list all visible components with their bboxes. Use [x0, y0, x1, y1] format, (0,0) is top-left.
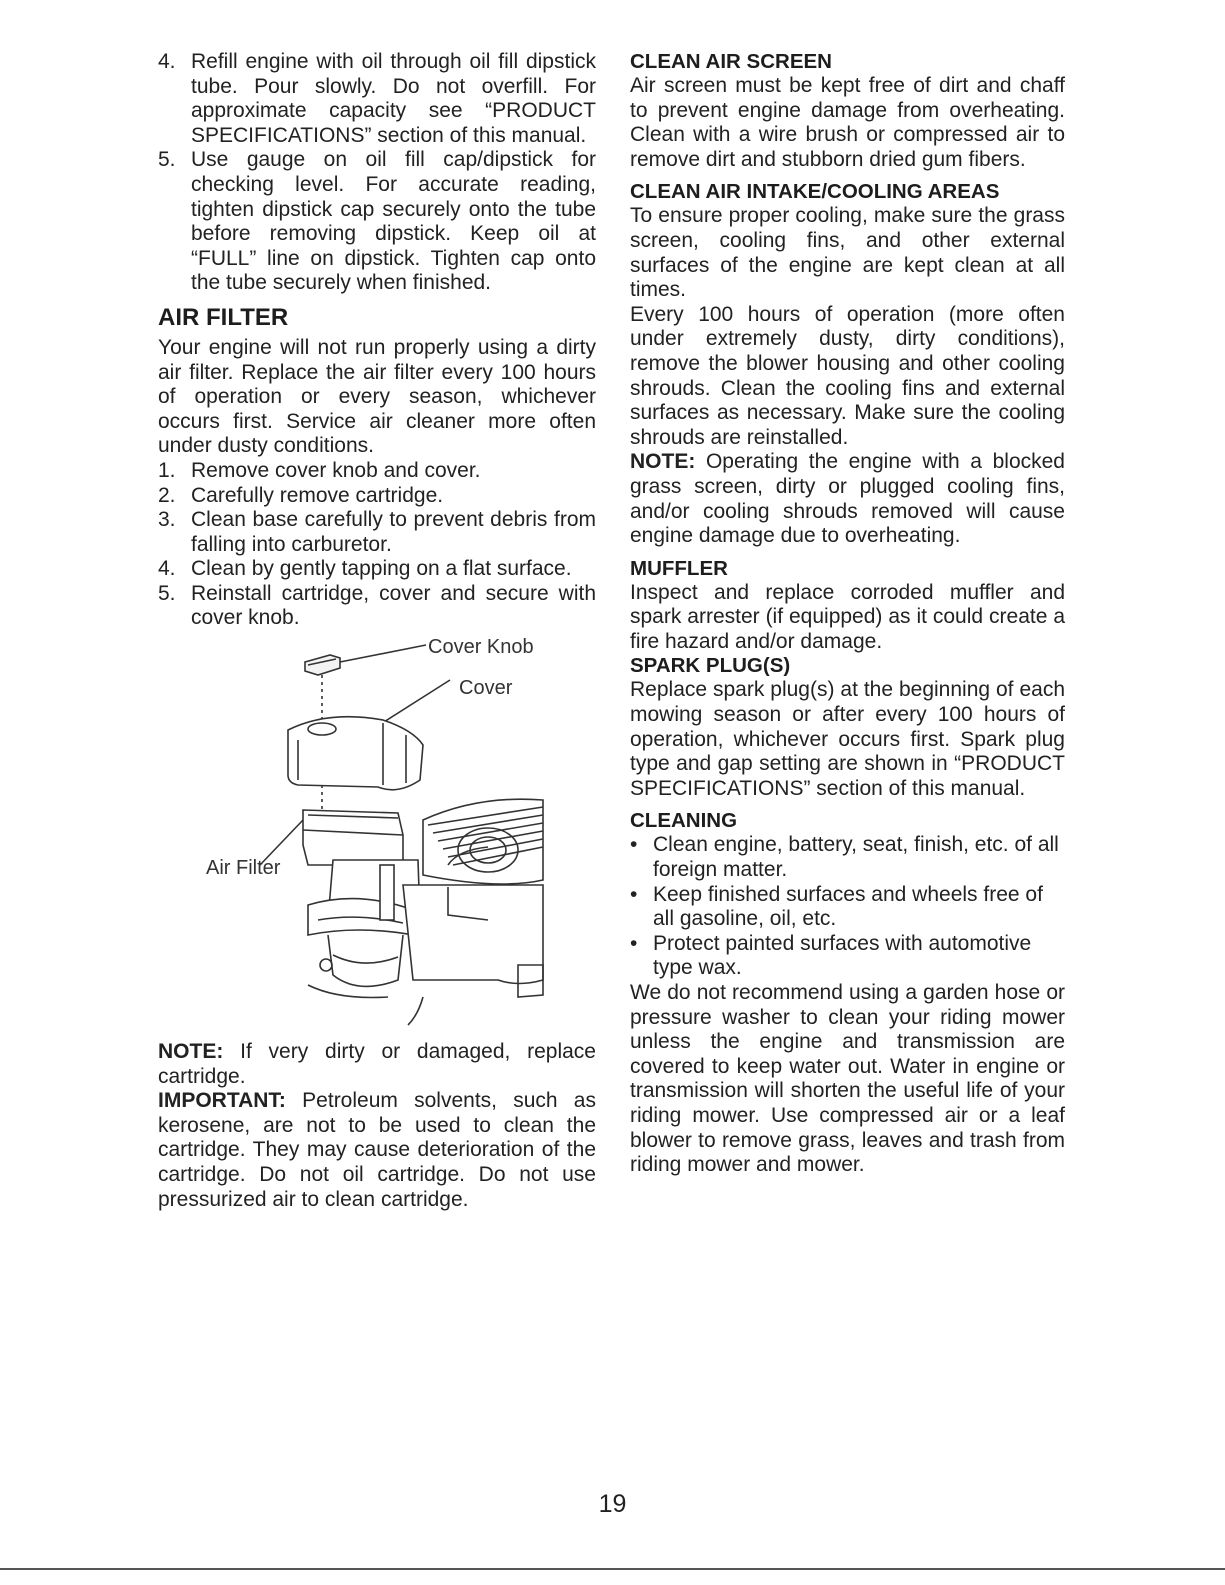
list-item: • Keep finished surfaces and wheels free of all gasoline, oil, etc.: [630, 882, 1043, 931]
cleaning-text: We do not recommend using a garden hose or pressure washer to clean your riding mower unless the engine and transmission are covered to keep water out. Water in engine or transmission will shorten the useful life of your riding mower. Use compressed air or a leaf blower to remove grass, leaves and trash from riding mower and mower.: [630, 981, 1065, 1177]
air-filter-label: Air Filter: [206, 857, 281, 880]
right-column: [630, 50, 1065, 1178]
air-filter-intro: Your engine will not run properly using a dirty air filter. Replace the air filter every 100 hours of operation or every season, whichever occurs first. Service air cleaner more often under dusty conditions.: [158, 335, 596, 458]
air-filter-heading: AIR FILTER: [158, 303, 289, 331]
muffler-heading: MUFFLER: [630, 556, 728, 580]
cover-knob-label: Cover Knob: [428, 636, 534, 659]
air-filter-steps: [158, 459, 596, 631]
list-item: 5. Reinstall cartridge, cover and secure with cover knob.: [158, 581, 596, 630]
list-item: 3. Clean base carefully to prevent debris from falling into carburetor.: [158, 508, 596, 556]
muffler-text: Inspect and replace corroded muffler and spark arrester (if equipped) as it could create a fire hazard and/or damage.: [630, 580, 1065, 653]
list-item: • Clean engine, battery, seat, finish, etc. of all foreign matter.: [630, 833, 1059, 882]
list-item: 4. Clean by gently tapping on a flat surface.: [158, 557, 572, 581]
important-label: IMPORTANT:: [158, 1089, 286, 1113]
intake-text-1: To ensure proper cooling, make sure the grass screen, cooling fins, and other external surfaces of the engine are kept clean at all times.: [630, 204, 1065, 302]
spark-plug-text: Replace spark plug(s) at the beginning of each mowing season or after every 100 hours of operation, whichever occurs first. Spark plug type and gap setting are shown in “PRODUCT SPECIFICATIONS” section of this manual.: [630, 678, 1065, 800]
list-item: 1. Remove cover knob and cover.: [158, 458, 481, 482]
list-item: 2. Carefully remove cartridge.: [158, 483, 444, 507]
spark-plug-heading: SPARK PLUG(S): [630, 654, 791, 678]
intake-heading: CLEAN AIR INTAKE/COOLING AREAS: [630, 180, 1000, 204]
clean-air-screen-heading: CLEAN AIR SCREEN: [630, 50, 832, 73]
note-label: NOTE:: [158, 1040, 224, 1064]
note-paragraph: NOTE: If very dirty or damaged, replace cartridge.: [158, 1040, 596, 1088]
cover-label: Cover: [459, 677, 513, 700]
air-filter-illustration: [158, 635, 596, 1040]
intake-note: NOTE: Operating the engine with a blocked grass screen, dirty or plugged cooling fins, and/or cooling shrouds removed will cause engine damage due to overheating.: [630, 450, 1065, 548]
list-item: 5. Use gauge on oil fill cap/dipstick for checking level. For accurate reading, tighten dipstick cap securely onto the tube before removing dipstick. Keep oil at “FULL” line on dipstick. Tighten cap onto the tube securely when finished.: [158, 148, 596, 295]
clean-air-screen-text: Air screen must be kept free of dirt and chaff to prevent engine damage from overheating. Clean with a wire brush or compressed air to remove dirt and stubborn dried gum fibers.: [630, 74, 1065, 171]
intake-text-2: Every 100 hours of operation (more often under extremely dusty, dirty conditions), remove the blower housing and other cooling shrouds. Clean the cooling fins and external surfaces as necessary. Make sure the cooling shrouds are reinstalled.: [630, 302, 1065, 449]
cleaning-heading: CLEANING: [630, 809, 738, 833]
list-item: 4. Refill engine with oil through oil fill dipstick tube. Pour slowly. Do not overfill. For approximate capacity see “PRODUCT SPECIFICATIONS” section of this manual.: [158, 50, 596, 147]
page-number: 19: [598, 1490, 627, 1518]
note-label: NOTE:: [630, 450, 696, 474]
important-paragraph: IMPORTANT: Petroleum solvents, such as kerosene, are not to be used to clean the cartridge. They may cause deterioration of the cartridge. Do not oil cartridge. Do not use pressurized air to clean cartridge.: [158, 1089, 596, 1211]
left-column: [158, 50, 596, 1212]
bottom-rule: [0, 1568, 1225, 1570]
oil-steps: [158, 50, 596, 296]
list-item: • Protect painted surfaces with automotive type wax.: [630, 931, 1032, 980]
air-filter-diagram: [158, 635, 596, 1040]
